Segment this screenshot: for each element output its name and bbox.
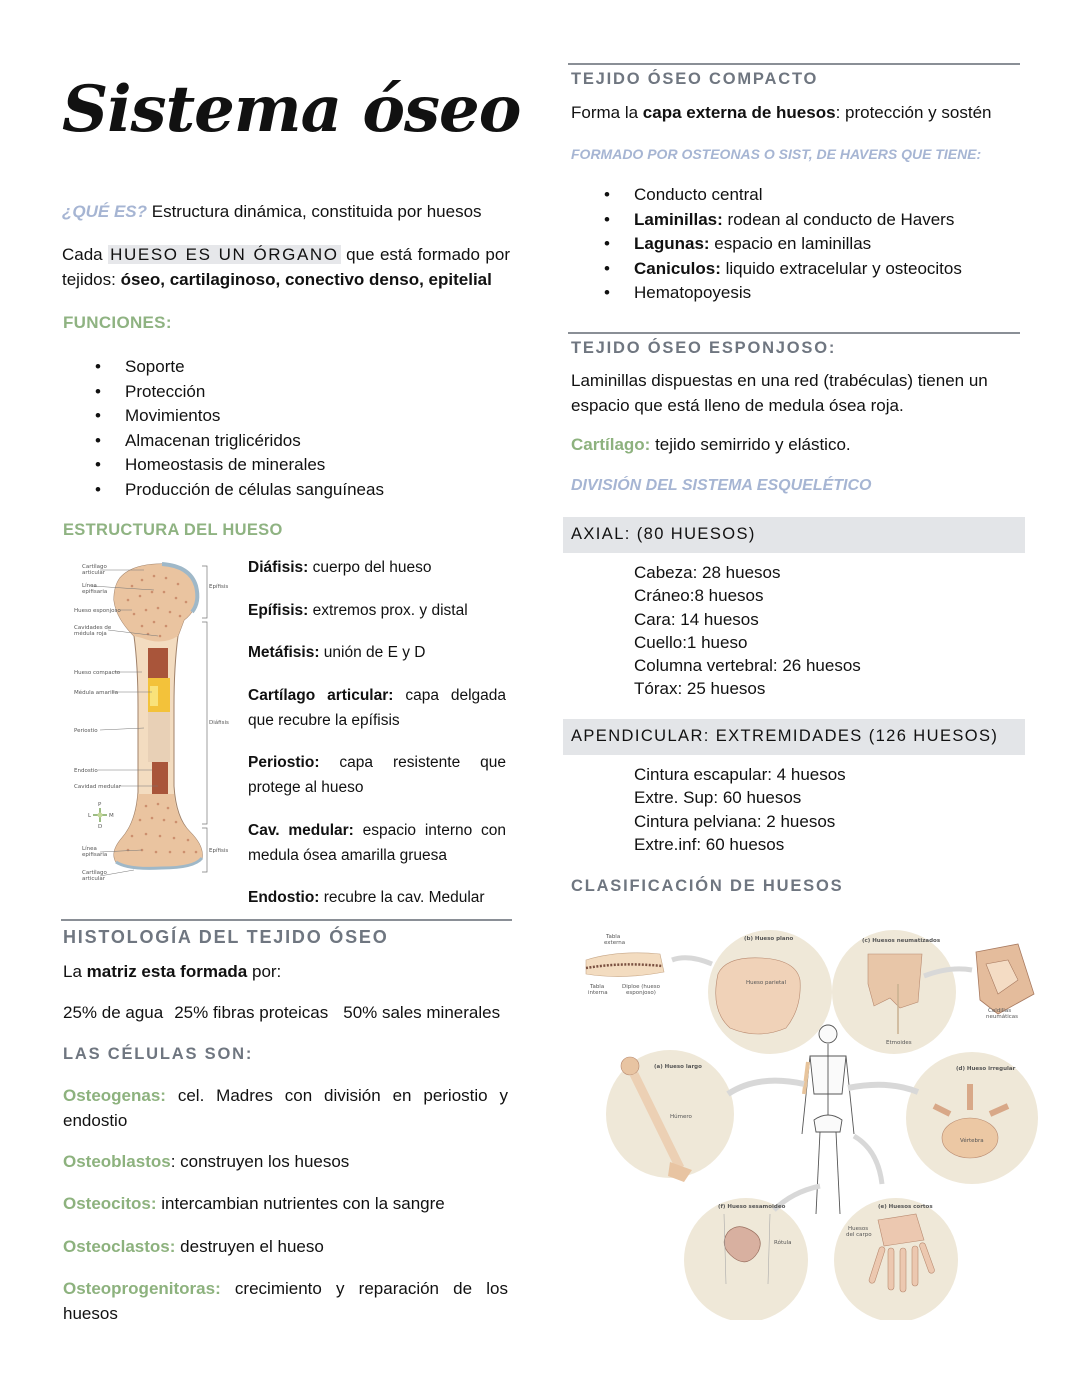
svg-text:Diploe (hueso: Diploe (hueso (622, 984, 661, 990)
svg-text:(f) Hueso sesamoideo: (f) Hueso sesamoideo (718, 1204, 786, 1210)
osteonas-subheading: FORMADO POR OSTEONAS O SIST, DE HAVERS QUE TIENE: (571, 146, 982, 162)
organo-paragraph (62, 243, 510, 292)
list-item: • Laminillas: rodean al conducto de Havers (571, 208, 1021, 233)
svg-text:esponjoso): esponjoso) (626, 990, 656, 996)
svg-text:P: P (98, 802, 102, 808)
bone-terms (248, 555, 506, 910)
label-cavidad-medular: Cavidad medular (74, 784, 121, 790)
compacto-paragraph: Forma la capa externa de huesos: protección y sostén (571, 103, 992, 122)
label-medula-amarilla: Médula amarilla (74, 690, 119, 696)
list-item: Cintura pelviana: 2 huesos (634, 811, 836, 831)
havers-list (571, 183, 1021, 306)
svg-text:Huesos: Huesos (848, 1226, 869, 1232)
term-cartilago: Cartílago articular: capa delgada que recubre la epífisis (248, 686, 507, 729)
svg-text:externa: externa (604, 940, 626, 946)
matriz-composition (63, 1001, 513, 1026)
circle-short-bones (834, 1198, 958, 1320)
list-item: • Lagunas: espacio en laminillas (571, 232, 1021, 257)
apendicular-list (634, 763, 846, 856)
svg-text:Cartílago: Cartílago (82, 870, 107, 876)
svg-text:epifisaria: epifisaria (82, 589, 108, 595)
svg-text:(b) Hueso plano: (b) Hueso plano (744, 936, 794, 942)
list-item: Cráneo:8 huesos (634, 586, 764, 606)
svg-text:Rótula: Rótula (774, 1240, 792, 1246)
esponjoso-heading: TEJIDO ÓSEO ESPONJOSO: (571, 339, 837, 357)
skeleton-icon (802, 1025, 854, 1214)
svg-text:Tabla: Tabla (590, 984, 605, 990)
label-endostio: Endostio (74, 768, 98, 774)
svg-text:neumáticas: neumáticas (986, 1014, 1019, 1020)
celulas-heading: LAS CÉLULAS SON: (63, 1045, 254, 1063)
divider (568, 332, 1020, 334)
list-item: • Soporte (62, 355, 512, 380)
cell-osteoprogenitoras: Osteoprogenitoras: crecimiento y reparación de los huesos (63, 1279, 508, 1323)
svg-text:M: M (109, 813, 114, 819)
label-hueso-compacto: Hueso compacto (74, 670, 121, 676)
svg-text:Línea: Línea (82, 846, 97, 852)
bone-classification-diagram (578, 924, 1040, 1320)
svg-text:D: D (98, 824, 103, 830)
organo-tissues: óseo, cartilaginoso, conectivo denso, epitelial (120, 269, 492, 289)
que-es-paragraph (62, 200, 512, 225)
svg-text:del carpo: del carpo (846, 1232, 872, 1238)
term-cav-medular: Cav. medular: espacio interno con medula ósea amarilla gruesa (248, 821, 507, 864)
cell-osteocitos: Osteocitos: intercambian nutrientes con la sangre (63, 1194, 445, 1213)
list-item: Cabeza: 28 huesos (634, 563, 781, 582)
svg-text:Etmoides: Etmoides (886, 1040, 912, 1046)
label-epifisis-bottom: Epífisis (209, 848, 229, 854)
compacto-heading: TEJIDO ÓSEO COMPACTO (571, 70, 819, 88)
histologia-heading: HISTOLOGÍA DEL TEJIDO ÓSEO (63, 927, 389, 947)
svg-text:Húmero: Húmero (670, 1114, 692, 1120)
list-item: • Caniculos: liquido extracelular y osteocitos (571, 257, 1021, 282)
label-epifisis-top: Epífisis (209, 584, 229, 590)
apendicular-band: APENDICULAR: EXTREMIDADES (126 HUESOS) (563, 719, 1025, 755)
list-item: Cuello:1 hueso (634, 632, 748, 652)
clasificacion-heading: CLASIFICACIÓN DE HUESOS (571, 877, 844, 895)
svg-text:(a) Hueso largo: (a) Hueso largo (654, 1064, 702, 1070)
organo-highlight: HUESO ES UN ÓRGANO (110, 245, 339, 264)
svg-text:L: L (88, 813, 92, 819)
label-hueso-esponjoso: Hueso esponjoso (74, 608, 121, 614)
list-item: Cintura escapular: 4 huesos (634, 765, 846, 784)
list-item: • Producción de células sanguíneas (62, 478, 512, 503)
matriz-paragraph: La matriz esta formada por: (63, 962, 282, 981)
bone-types-illustration (578, 924, 1040, 1320)
organo-post: que está formado por tejidos: (62, 245, 510, 289)
svg-text:(c) Huesos neumatizados: (c) Huesos neumatizados (862, 938, 941, 944)
svg-text:médula roja: médula roja (74, 631, 107, 637)
list-item: Tórax: 25 huesos (634, 679, 766, 699)
cartilago-paragraph: Cartílago: tejido semirrido y elástico. (571, 435, 851, 454)
cell-osteoclastos: Osteoclastos: destruyen el hueso (63, 1237, 324, 1256)
funciones-list (62, 355, 512, 503)
list-item: • Movimientos (62, 404, 512, 429)
list-item: Cara: 14 huesos (634, 609, 759, 629)
term-endostio: Endostio: recubre la cav. Medular (248, 889, 485, 906)
list-item: Extre.inf: 60 huesos (634, 834, 785, 854)
list-item: • Conducto central (571, 183, 1021, 208)
esponjoso-paragraph: Laminillas dispuestas en una red (trabéculas) tienen un espacio que está lleno de medula ósea roja. (571, 371, 988, 415)
division-subheading: DIVISIÓN DEL SISTEMA ESQUELÉTICO (571, 477, 872, 494)
estructura-heading: ESTRUCTURA DEL HUESO (63, 521, 283, 539)
svg-text:epifisaria: epifisaria (82, 852, 108, 858)
list-item: • Protección (62, 380, 512, 405)
term-periostio: Periostio: capa resistente que protege al hueso (248, 754, 506, 796)
compass-icon (88, 802, 114, 830)
label-linea-epifisaria: Línea (82, 583, 97, 589)
term-metafisis: Metáfisis: unión de E y D (248, 644, 426, 661)
term-epifisis: Epífisis: extremos prox. y distal (248, 601, 468, 619)
svg-text:Celdillas: Celdillas (988, 1008, 1012, 1014)
svg-text:interna: interna (588, 990, 608, 996)
composition-fibras: 25% fibras proteicas (174, 1003, 329, 1022)
page-title: Sistema óseo (62, 72, 521, 147)
organo-pre: Cada (62, 245, 109, 264)
label-cartilago-articular: Cartílago (82, 564, 107, 570)
composition-sales: 50% sales minerales (343, 1003, 501, 1022)
label-periostio: Periostio (74, 728, 98, 734)
list-item: • Homeostasis de minerales (62, 453, 512, 478)
svg-text:Vértebra: Vértebra (960, 1138, 984, 1144)
long-bone-illustration (62, 556, 240, 891)
svg-text:Tabla: Tabla (606, 934, 621, 940)
composition-agua: 25% de agua (63, 1003, 164, 1022)
list-item: • Almacenan triglicéridos (62, 429, 512, 454)
cell-osteoblastos: Osteoblastos: construyen los huesos (63, 1152, 350, 1171)
label-diafisis: Diáfisis (209, 720, 229, 726)
svg-text:articular: articular (82, 876, 105, 882)
term-diafisis: Diáfisis: cuerpo del hueso (248, 559, 432, 576)
que-es-label: ¿QUÉ ES? (62, 202, 148, 221)
list-item: Extre. Sup: 60 huesos (634, 788, 802, 808)
svg-text:Cavidades de: Cavidades de (74, 625, 112, 631)
svg-text:(d) Hueso irregular: (d) Hueso irregular (956, 1066, 1016, 1072)
axial-list (634, 561, 861, 701)
cell-osteogenas: Osteogenas: cel. Madres con división en periostio y endostio (63, 1086, 508, 1130)
svg-text:(e) Huesos cortos: (e) Huesos cortos (878, 1204, 933, 1210)
bone-structure-diagram (62, 556, 240, 891)
divider (568, 63, 1020, 65)
axial-band: AXIAL: (80 HUESOS) (563, 517, 1025, 553)
divider (61, 919, 512, 921)
funciones-heading: FUNCIONES: (63, 313, 172, 332)
svg-text:Hueso parietal: Hueso parietal (746, 980, 787, 986)
svg-text:articular: articular (82, 570, 105, 576)
que-es-text: Estructura dinámica, constituida por huesos (147, 202, 482, 221)
list-item: Columna vertebral: 26 huesos (634, 656, 861, 676)
list-item: • Hematopoyesis (571, 281, 1021, 306)
